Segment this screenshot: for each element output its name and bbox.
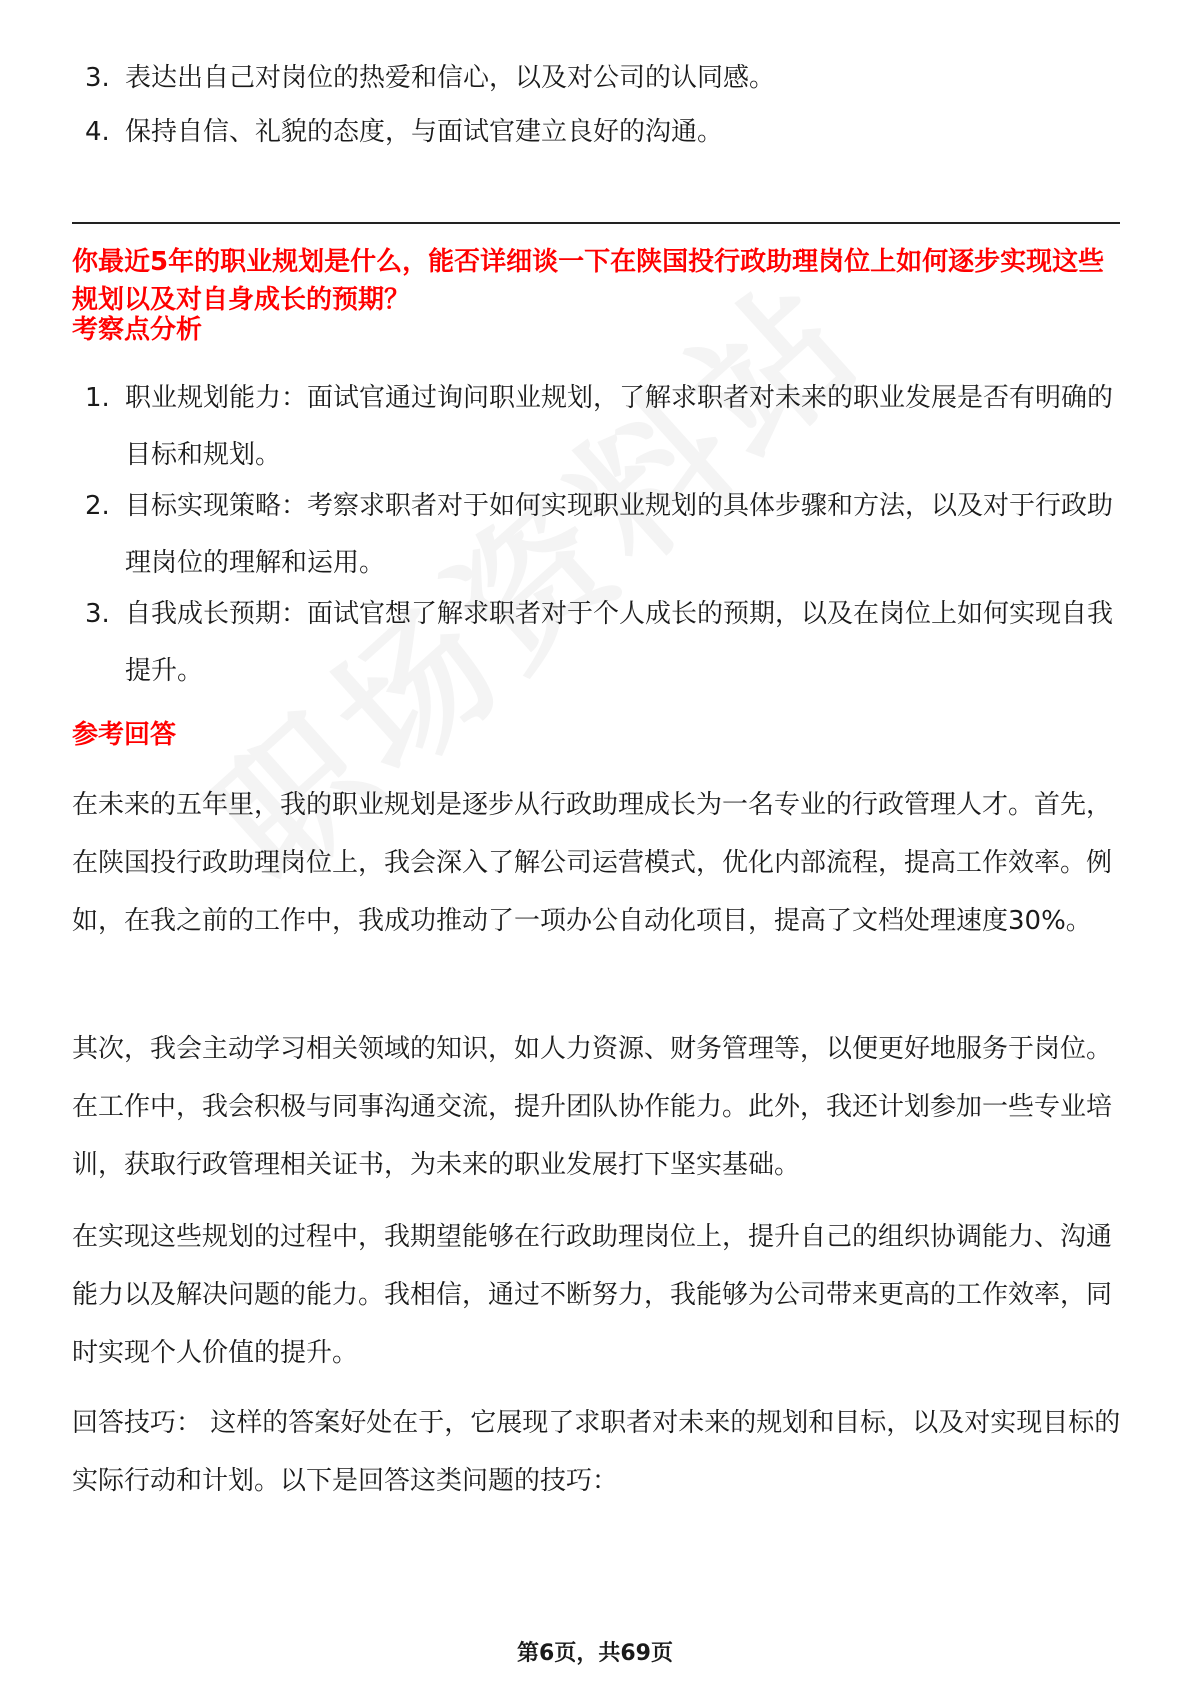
answer-paragraph: 其次，我会主动学习相关领域的知识，如人力资源、财务管理等，以便更好地服务于岗位。在工作中，我会积极与同事沟通交流，提升团队协作能力。此外，我还计划参加一些专业培训，获取行政管理相关证书，为未来的职业发展打下坚实基础。: [72, 1034, 1113, 1180]
section-divider: [72, 222, 1120, 224]
list-number: 1.: [85, 383, 110, 413]
list-item: [85, 104, 1125, 161]
answer-heading: 参考回答: [72, 720, 177, 750]
answer-paragraph: 在未来的五年里，我的职业规划是逐步从行政助理成长为一名专业的行政管理人才。首先，在陕国投行政助理岗位上，我会深入了解公司运营模式，优化内部流程，提高工作效率。例如，在我之前的工作中，我成功推动了一项办公自动化项目，提高了文档处理速度30%。: [72, 790, 1113, 936]
analysis-heading: 考察点分析: [72, 315, 203, 345]
list-text: 自我成长预期：面试官想了解求职者对于个人成长的预期，以及在岗位上如何实现自我提升。: [125, 599, 1114, 686]
question-title: 你最近5年的职业规划是什么，能否详细谈一下在陕国投行政助理岗位上如何逐步实现这些规划以及对自身成长的预期？: [72, 247, 1105, 315]
list-item: [85, 370, 1125, 484]
list-item: [85, 50, 1125, 107]
list-number: 4.: [85, 117, 110, 147]
list-item: [85, 478, 1125, 592]
list-number: 2.: [85, 491, 110, 521]
page-footer: 第6页，共69页: [517, 1641, 673, 1666]
list-number: 3.: [85, 599, 110, 629]
list-text: 保持自信、礼貌的态度，与面试官建立良好的沟通。: [125, 117, 724, 147]
list-text: 表达出自己对岗位的热爱和信心，以及对公司的认同感。: [125, 63, 776, 93]
list-item: [85, 586, 1125, 700]
list-text: 职业规划能力：面试官通过询问职业规划，了解求职者对未来的职业发展是否有明确的目标和规划。: [125, 383, 1114, 470]
list-text: 目标实现策略：考察求职者对于如何实现职业规划的具体步骤和方法，以及对于行政助理岗位的理解和运用。: [125, 491, 1114, 578]
answer-tips-paragraph: 回答技巧： 这样的答案好处在于，它展现了求职者对未来的规划和目标，以及对实现目标的实际行动和计划。以下是回答这类问题的技巧：: [72, 1408, 1121, 1496]
list-number: 3.: [85, 63, 110, 93]
answer-paragraph: 在实现这些规划的过程中，我期望能够在行政助理岗位上，提升自己的组织协调能力、沟通能力以及解决问题的能力。我相信，通过不断努力，我能够为公司带来更高的工作效率，同时实现个人价值的提升。: [72, 1222, 1113, 1368]
